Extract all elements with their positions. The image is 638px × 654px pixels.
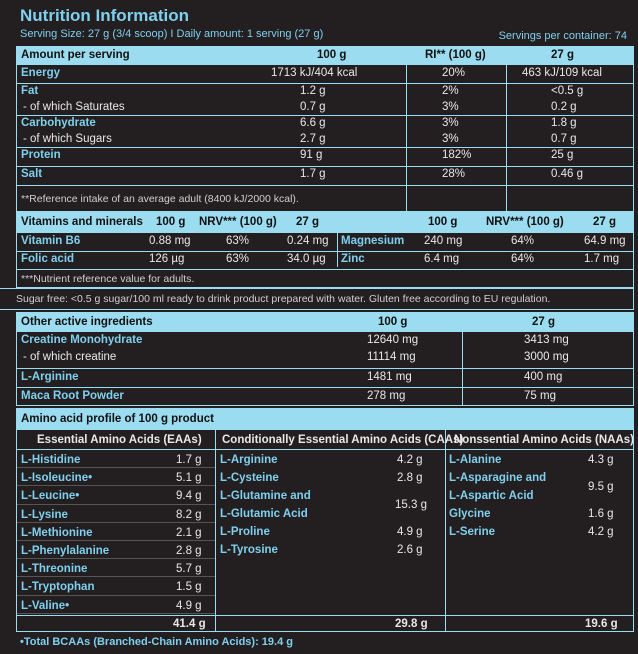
naa-value: 9.5 g [588, 481, 614, 493]
eaa-value: 9.4 g [176, 490, 202, 503]
vit-header-label: Vitamins and minerals [21, 216, 143, 228]
eaa-value: 4.9 g [176, 599, 202, 612]
nut-row-27g: 1.8 g [551, 117, 577, 129]
eaa-name: L-Tryptophan [21, 581, 95, 594]
other-row-27g: 3000 mg [524, 351, 569, 363]
sugar-note-box [0, 288, 634, 310]
serving-size: Serving Size: 27 g (3/4 scoop) I Daily amount: 1 serving (27 g) [20, 28, 324, 40]
reference-intake-note: **Reference intake of an average adult (8400 kJ/2000 kcal). [21, 193, 299, 205]
servings-per-container: Servings per container: 74 [498, 30, 627, 42]
nut-row-label: Fat [21, 85, 39, 97]
other-row-label: - of which creatine [23, 351, 117, 363]
nut-row-ri: 20% [442, 67, 466, 79]
other-row-100g: 1481 mg [367, 371, 412, 383]
vit-row-100g-2: 6.4 mg [424, 253, 460, 265]
nut-row-ri: 28% [442, 168, 466, 180]
naa-value: 4.3 g [588, 454, 614, 466]
naa-name: L-Alanine [449, 454, 502, 466]
naa-total: 19.6 g [585, 618, 618, 630]
nut-row-label: - of which Saturates [23, 101, 125, 113]
eaa-name: L-Histidine [21, 454, 81, 466]
nut-header-label: Amount per serving [21, 49, 130, 61]
nut-row-ri: 3% [442, 133, 459, 145]
naa-value: 1.6 g [588, 508, 614, 520]
caa-name: L-Tyrosine [220, 544, 278, 556]
other-row-100g: 278 mg [367, 390, 406, 402]
other-row-27g: 75 mg [524, 390, 556, 402]
vit-row-100g: 0.88 mg [149, 235, 191, 247]
eaa-value: 5.7 g [176, 563, 202, 576]
other-ingredients-table [16, 312, 634, 406]
nut-row-ri: 3% [442, 101, 459, 113]
nut-header-ri: RI** (100 g) [425, 49, 486, 61]
other-row-100g: 11114 mg [367, 351, 416, 363]
eaa-value: 1.5 g [176, 581, 202, 594]
nut-row-label: - of which Sugars [23, 133, 112, 145]
nut-row-label: Carbohydrate [21, 117, 96, 129]
total-bcaa-note: •Total BCAAs (Branched-Chain Amino Acids): 19.4 g [20, 636, 293, 648]
eaa-name: L-Valine• [21, 599, 70, 612]
nut-row-100g: 1.7 g [300, 168, 326, 180]
caa-total: 29.8 g [395, 618, 428, 630]
nut-row-100g: 0.7 g [300, 101, 326, 113]
nut-row-27g: 463 kJ/109 kcal [522, 67, 602, 79]
nut-row-100g: 6.6 g [300, 117, 326, 129]
caa-name: L-Cysteine [220, 472, 279, 484]
naa-name: L-Serine [449, 526, 496, 538]
nut-row-100g: 91 g [300, 149, 323, 161]
nut-header-27g: 27 g [551, 49, 575, 61]
vit-header-27g-2: 27 g [593, 216, 617, 228]
caa-header: Conditionally Essential Amino Acids (CAAs) [222, 434, 464, 446]
naa-name-2: L-Aspartic Acid [449, 490, 534, 502]
nut-header-100g: 100 g [317, 49, 347, 61]
eaa-name: L-Threonine [21, 563, 88, 576]
nut-row-label: Protein [21, 149, 61, 161]
caa-value: 15.3 g [395, 499, 427, 511]
other-row-label: L-Arginine [21, 371, 79, 383]
eaa-name: L-Leucine• [21, 490, 80, 503]
other-header-100g: 100 g [378, 316, 408, 328]
vit-row-label-2: Zinc [341, 253, 365, 265]
other-row-27g: 400 mg [524, 371, 563, 383]
vit-row-nrv: 63% [226, 235, 250, 247]
other-row-label: Creatine Monohydrate [21, 334, 143, 346]
naa-value: 4.2 g [588, 526, 614, 538]
vit-header-100g-2: 100 g [428, 216, 458, 228]
caa-name-2: L-Glutamic Acid [220, 508, 308, 520]
nut-row-ri: 2% [442, 85, 459, 97]
eaa-name: L-Phenylalanine [21, 545, 110, 557]
other-row-label: Maca Root Powder [21, 390, 124, 402]
naa-header: Nonssential Amino Acids (NAAs) [454, 434, 634, 446]
other-row-27g: 3413 mg [524, 334, 569, 346]
nrv-note: ***Nutrient reference value for adults. [21, 273, 195, 285]
vit-row-label: Folic acid [21, 253, 75, 265]
nutrition-table [16, 46, 634, 212]
other-header-label: Other active ingredients [21, 316, 153, 328]
other-header-27g: 27 g [532, 316, 556, 328]
page-title: Nutrition Information [20, 6, 190, 25]
caa-name: L-Proline [220, 526, 270, 538]
nut-row-ri: 3% [442, 117, 459, 129]
eaa-value: 1.7 g [176, 454, 202, 466]
amino-header: Amino acid profile of 100 g product [21, 413, 214, 425]
vit-header-nrv: NRV*** (100 g) [199, 216, 277, 228]
caa-name: L-Glutamine and [220, 490, 311, 502]
eaa-value: 2.8 g [176, 545, 202, 557]
vit-row-label: Vitamin B6 [21, 235, 81, 247]
nut-row-27g: <0.5 g [551, 85, 584, 97]
eaa-value: 2.1 g [176, 526, 202, 539]
nut-row-27g: 25 g [551, 149, 574, 161]
nut-row-27g: 0.2 g [551, 101, 577, 113]
eaa-total: 41.4 g [173, 618, 206, 630]
naa-name: L-Asparagine and [449, 472, 547, 484]
amino-acid-table [16, 408, 634, 632]
eaa-header: Essential Amino Acids (EAAs) [37, 434, 202, 446]
vit-row-nrv-2: 64% [511, 253, 535, 265]
caa-value: 4.2 g [397, 454, 423, 466]
caa-value: 2.6 g [397, 544, 423, 556]
vit-row-27g: 34.0 µg [287, 253, 326, 265]
nut-row-27g: 0.46 g [551, 168, 583, 180]
vit-header-27g: 27 g [296, 216, 320, 228]
vit-header-100g: 100 g [156, 216, 186, 228]
vit-row-100g-2: 240 mg [424, 235, 463, 247]
vit-row-label-2: Magnesium [341, 235, 405, 247]
vit-row-27g: 0.24 mg [287, 235, 329, 247]
vit-row-27g-2: 1.7 mg [584, 253, 620, 265]
eaa-value: 8.2 g [176, 508, 202, 521]
sugar-free-note: Sugar free: <0.5 g sugar/100 ml ready to drink product prepared with water. Gluten free according to EU regulation. [16, 293, 551, 305]
vit-row-27g-2: 64.9 mg [584, 235, 626, 247]
nut-row-100g: 2.7 g [300, 133, 326, 145]
caa-value: 4.9 g [397, 526, 423, 538]
naa-name: Glycine [449, 508, 491, 520]
other-row-100g: 12640 mg [367, 334, 419, 346]
nut-row-100g: 1713 kJ/404 kcal [271, 67, 358, 79]
eaa-name: L-Lysine [21, 508, 68, 521]
vit-row-100g: 126 µg [149, 253, 185, 265]
eaa-value: 5.1 g [176, 472, 202, 485]
caa-value: 2.8 g [397, 472, 423, 484]
vit-row-nrv-2: 64% [511, 235, 535, 247]
nut-row-ri: 182% [442, 149, 472, 161]
nut-row-100g: 1.2 g [300, 85, 326, 97]
eaa-name: L-Methionine [21, 526, 93, 539]
nut-row-label: Salt [21, 168, 43, 180]
nut-row-label: Energy [21, 67, 60, 79]
vit-row-nrv: 63% [226, 253, 250, 265]
vit-header-nrv-2: NRV*** (100 g) [486, 216, 564, 228]
eaa-name: L-Isoleucine• [21, 472, 93, 485]
caa-name: L-Arginine [220, 454, 278, 466]
vitamins-table [16, 212, 634, 288]
nut-row-27g: 0.7 g [551, 133, 577, 145]
